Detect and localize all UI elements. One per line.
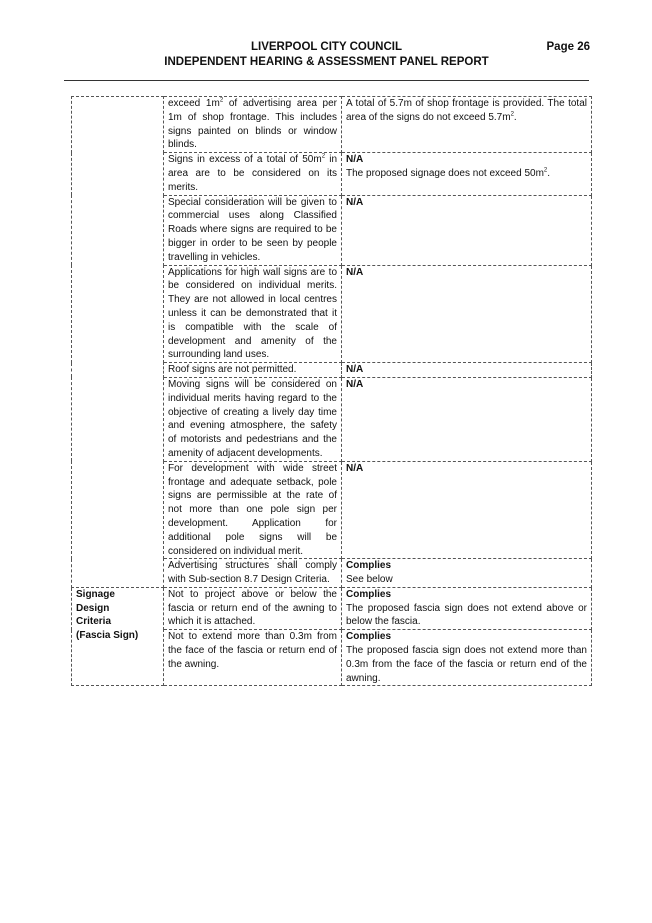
requirement-cell (164, 461, 342, 559)
requirement-cell (164, 377, 342, 461)
requirement-cell (164, 363, 342, 378)
category-cell-empty (72, 97, 164, 588)
compliance-status: N/A (346, 196, 364, 208)
req-text-pre: exceed 1m (168, 98, 220, 109)
compliance-cell (342, 461, 592, 559)
table-row (72, 97, 592, 153)
compliance-status: N/A (346, 378, 364, 390)
requirement-cell (164, 153, 342, 195)
compliance-cell (342, 377, 592, 461)
category-cell (72, 587, 164, 686)
req-text-pre: For development with wide street frontage and adequate setback, pole signs are permissible at the rate of not more than one pole sign per development. Application for additional pole signs will be considered on individual merit. (168, 462, 337, 557)
req-text-pre: Roof signs are not permitted. (168, 364, 297, 376)
comment-text-pre: The proposed signage does not exceed 50m (346, 167, 544, 179)
compliance-comment: The proposed fascia sign does not extend above or below the fascia. (346, 602, 587, 628)
compliance-comment (346, 167, 587, 181)
compliance-status: N/A (346, 154, 364, 166)
comment-text-sup: 2 (510, 111, 514, 118)
comment-text-post: . (547, 167, 551, 179)
compliance-cell (342, 559, 592, 588)
requirement-cell: Not to project above or below the fascia or return end of the awning to which it is attached. (164, 587, 342, 629)
category-label-line: Signage (76, 588, 115, 600)
req-text-pre: Applications for high wall signs are to be considered on individual merits. They are not allowed in local centres unless it can be demonstrated that it is compatible with the scale of development and amenity of the surrounding land uses. (168, 266, 337, 361)
requirement-cell (164, 195, 342, 265)
compliance-status: Complies (346, 588, 392, 600)
page-number: Page 26 (546, 41, 590, 53)
requirement-cell: Not to extend more than 0.3m from the face of the fascia or return end of the awning. (164, 630, 342, 686)
req-text-pre: Signs in excess of a total of 50m (168, 154, 322, 166)
compliance-comment (346, 97, 587, 125)
compliance-comment: The proposed fascia sign does not extend more than 0.3m from the face of the fascia or return end of the awning. (346, 645, 587, 684)
req-text-pre: Special consideration will be given to commercial uses along Classified Roads where signs are required to be bigger in order to be seen by people travelling in vehicles. (168, 196, 337, 263)
req-text-pre: Advertising structures shall comply with Sub-section 8.7 Design Criteria. (168, 560, 337, 586)
req-text-sup: 2 (321, 153, 326, 160)
table-row (72, 587, 592, 629)
comment-text-sup: 2 (543, 167, 548, 174)
requirement-cell (164, 265, 342, 363)
compliance-cell (342, 363, 592, 378)
compliance-status: Complies (346, 560, 392, 572)
report-title: INDEPENDENT HEARING & ASSESSMENT PANEL REPORT (164, 56, 489, 68)
compliance-status: N/A (346, 364, 364, 376)
req-text-post: in area are to be considered on its merits. (168, 154, 337, 193)
category-label-line: (Fascia Sign) (76, 630, 139, 642)
requirement-cell (164, 559, 342, 588)
compliance-cell (342, 265, 592, 363)
req-text-pre: Moving signs will be considered on individual merits having regard to the objective of creating a lively day time and evening atmosphere, the safety of motorists and pedestrians and the amenity of adjacent developments. (168, 378, 337, 459)
req-text-sup: 2 (219, 97, 224, 104)
compliance-status: Complies (346, 631, 392, 643)
compliance-status: N/A (346, 266, 364, 278)
comment-text-post: . (513, 111, 517, 123)
req-text-post: of advertising area per 1m of shop frontage. This includes signs painted on blinds or window blinds. (168, 98, 337, 151)
header-rule (64, 80, 589, 81)
compliance-cell (342, 630, 592, 686)
assessment-table (71, 96, 592, 686)
requirement-cell (164, 97, 342, 153)
compliance-cell (342, 153, 592, 195)
compliance-comment (346, 573, 587, 587)
compliance-cell (342, 97, 592, 153)
report-header (64, 40, 589, 70)
comment-text-pre: See below (346, 574, 393, 586)
compliance-status: N/A (346, 462, 364, 474)
category-label-line: Criteria (76, 616, 112, 628)
compliance-cell (342, 195, 592, 265)
council-name: LIVERPOOL CITY COUNCIL (250, 41, 402, 53)
category-label-line: Design (76, 602, 110, 614)
comment-text-pre: A total of 5.7m of shop frontage is provided. The total area of the signs do not exceed 5.7m (346, 98, 587, 123)
compliance-cell (342, 587, 592, 629)
